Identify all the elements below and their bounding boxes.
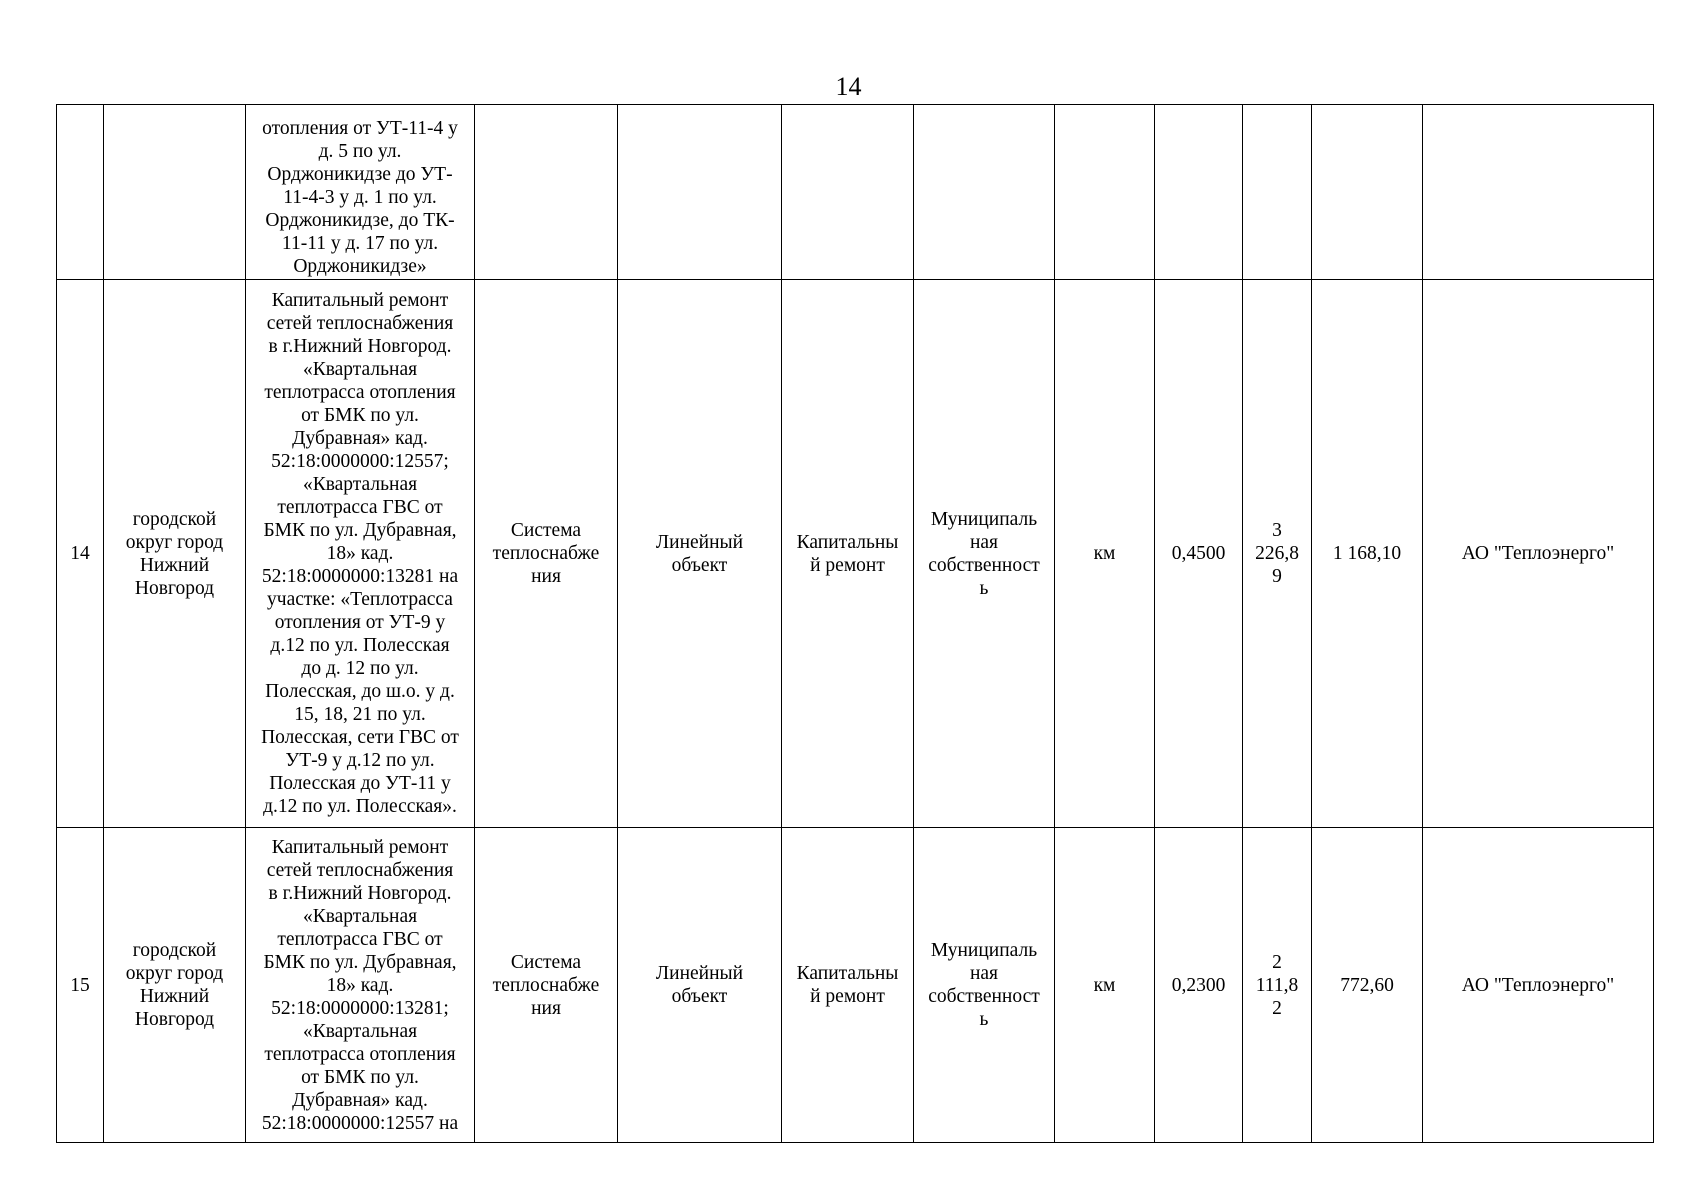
cell-quantity: 0,4500	[1155, 280, 1243, 828]
cell-description-line: «Квартальная	[302, 359, 418, 380]
cell-description-line: теплотрасса ГВС от	[277, 928, 443, 950]
cell-ownership	[914, 280, 1055, 828]
cell-description-line: в г.Нижний Новгород.	[268, 336, 452, 357]
cell-cost-line: 2	[1272, 951, 1282, 973]
cell-description-line: БМК по ул. Дубравная,	[263, 951, 457, 973]
cell-description-line: отопления от УТ-11-4 у	[262, 117, 458, 139]
cell-description-line: 11-4-3 у д. 1 по ул.	[283, 186, 437, 208]
cell-cost-line: 3	[1272, 520, 1282, 541]
cell-organization	[1423, 105, 1654, 280]
cell-description-line: Дубравная» кад.	[292, 1089, 428, 1111]
cell-description-line: Орджоникидзе до УТ-	[267, 163, 453, 185]
cell-description-line: Капитальный ремонт	[271, 290, 449, 311]
cell-number	[57, 105, 104, 280]
cell-description-line: 11-11 у д. 17 по ул.	[281, 232, 439, 254]
cell-system	[475, 828, 618, 1143]
cell-organization: АО "Теплоэнерго"	[1423, 280, 1654, 828]
cell-territory-line: округ город	[125, 531, 224, 553]
cell-description-line: д. 5 по ул.	[318, 140, 402, 162]
cell-cost-line: 111,8	[1255, 974, 1299, 996]
cell-object-type	[618, 105, 782, 280]
cell-unit: км	[1055, 280, 1155, 828]
cell-work-type-line: й ремонт	[810, 554, 885, 576]
cell-description-line: БМК по ул. Дубравная,	[263, 520, 457, 541]
cell-territory-line: Новгород	[134, 577, 215, 599]
cell-description-line: участке: «Теплотрасса	[267, 589, 453, 610]
cell-description-line: Полесская, сети ГВС от	[261, 727, 459, 748]
table-row	[57, 105, 1654, 280]
cell-territory-line: Нижний	[139, 986, 210, 1007]
cell-ownership	[914, 105, 1055, 280]
cell-unit: км	[1055, 828, 1155, 1143]
cell-description	[246, 828, 475, 1143]
cell-description-line: 52:18:0000000:12557;	[271, 451, 449, 472]
cell-territory-line: городской	[132, 940, 217, 961]
cell-cost-line: 9	[1272, 566, 1282, 587]
cell-ownership-line: ь	[979, 577, 989, 599]
cell-description-line: теплотрасса отопления	[264, 1043, 456, 1065]
cell-system	[475, 105, 618, 280]
cell-territory	[104, 105, 246, 280]
cell-description-line: Капитальный ремонт	[271, 836, 449, 858]
table-row	[57, 280, 1654, 828]
cell-description-line: до д. 12 по ул.	[301, 658, 419, 679]
cell-description-line: теплотрасса ГВС от	[277, 497, 443, 518]
cell-organization: АО "Теплоэнерго"	[1423, 828, 1654, 1143]
cell-description-line: в г.Нижний Новгород.	[268, 882, 452, 904]
cell-territory-line: округ город	[125, 963, 224, 984]
cell-description-line: «Квартальная	[302, 905, 418, 927]
cell-description-line: д.12 по ул. Полесская	[270, 635, 450, 656]
cell-description-line: от БМК по ул.	[301, 405, 419, 426]
cell-description-line: 52:18:0000000:13281;	[271, 997, 449, 1019]
cell-system-line: теплоснабже	[492, 974, 600, 996]
cell-description-line: Дубравная» кад.	[292, 428, 428, 449]
table-row	[57, 828, 1654, 1143]
cell-cost-line: 2	[1272, 997, 1282, 1019]
cell-description-line: УТ-9 у д.12 по ул.	[285, 750, 435, 771]
cell-quantity	[1155, 105, 1243, 280]
cell-work-type	[782, 280, 914, 828]
cell-description-line: отопления от УТ-9 у	[274, 612, 446, 633]
cell-ownership-line: Муниципаль	[930, 940, 1038, 961]
cell-cost	[1243, 828, 1312, 1143]
cell-work-type	[782, 828, 914, 1143]
cell-description-line: от БМК по ул.	[301, 1066, 419, 1088]
table-body	[57, 105, 1654, 1143]
cell-system-line: Система	[510, 951, 582, 973]
cell-ownership-line: ная	[969, 531, 999, 553]
cell-description-line: 15, 18, 21 по ул.	[294, 704, 426, 725]
cell-ownership-line: собственност	[928, 554, 1040, 576]
page-number: 14	[835, 72, 862, 101]
cell-cost-line: 226,8	[1255, 543, 1299, 564]
cell-work-type-line: Капитальны	[796, 963, 899, 984]
cell-description-line: Орджоникидзе, до ТК-	[265, 209, 455, 231]
cell-object-type	[618, 280, 782, 828]
cell-work-type-line: Капитальны	[796, 531, 899, 553]
cell-system-line: ния	[531, 997, 561, 1019]
cell-description-line: 18» кад.	[326, 543, 394, 564]
cell-description-line: 18» кад.	[326, 974, 394, 996]
cell-description-line: теплотрасса отопления	[264, 382, 456, 403]
cell-description-line: 52:18:0000000:12557 на	[261, 1112, 459, 1134]
cell-system	[475, 280, 618, 828]
cell-ownership-line: собственност	[928, 986, 1040, 1007]
cell-territory	[104, 280, 246, 828]
cell-description-line: «Квартальная	[302, 474, 418, 495]
cell-system-line: ния	[531, 566, 561, 587]
cell-number: 15	[57, 828, 104, 1143]
cell-ownership	[914, 828, 1055, 1143]
works-table	[56, 104, 1654, 1143]
cell-object-type-line: объект	[671, 986, 728, 1007]
cell-cost	[1243, 105, 1312, 280]
cell-total	[1312, 105, 1423, 280]
cell-description-line: 52:18:0000000:13281 на	[261, 566, 459, 587]
cell-description-line: д.12 по ул. Полесская».	[263, 796, 457, 817]
cell-work-type	[782, 105, 914, 280]
cell-quantity: 0,2300	[1155, 828, 1243, 1143]
cell-number: 14	[57, 280, 104, 828]
cell-territory-line: Нижний	[139, 554, 210, 576]
cell-object-type	[618, 828, 782, 1143]
cell-object-type-line: объект	[671, 554, 728, 576]
cell-cost	[1243, 280, 1312, 828]
cell-territory-line: городской	[132, 508, 217, 530]
cell-description-line: сетей теплоснабжения	[266, 313, 454, 334]
cell-description-line: Орджоникидзе»	[293, 255, 427, 277]
cell-object-type-line: Линейный	[655, 531, 744, 553]
cell-object-type-line: Линейный	[655, 963, 744, 984]
cell-total: 772,60	[1312, 828, 1423, 1143]
cell-description-line: «Квартальная	[302, 1020, 418, 1042]
cell-system-line: теплоснабже	[492, 543, 600, 564]
cell-territory	[104, 828, 246, 1143]
cell-description	[246, 280, 475, 828]
cell-total: 1 168,10	[1312, 280, 1423, 828]
cell-system-line: Система	[510, 520, 582, 541]
cell-ownership-line: ь	[979, 1009, 989, 1030]
cell-description-line: Полесская, до ш.о. у д.	[265, 681, 455, 702]
cell-unit	[1055, 105, 1155, 280]
cell-description-line: сетей теплоснабжения	[266, 859, 454, 881]
cell-description	[246, 105, 475, 280]
cell-work-type-line: й ремонт	[810, 986, 885, 1007]
cell-ownership-line: Муниципаль	[930, 508, 1038, 530]
cell-ownership-line: ная	[969, 963, 999, 984]
cell-description-line: Полесская до УТ-11 у	[269, 773, 451, 794]
cell-territory-line: Новгород	[134, 1009, 215, 1030]
